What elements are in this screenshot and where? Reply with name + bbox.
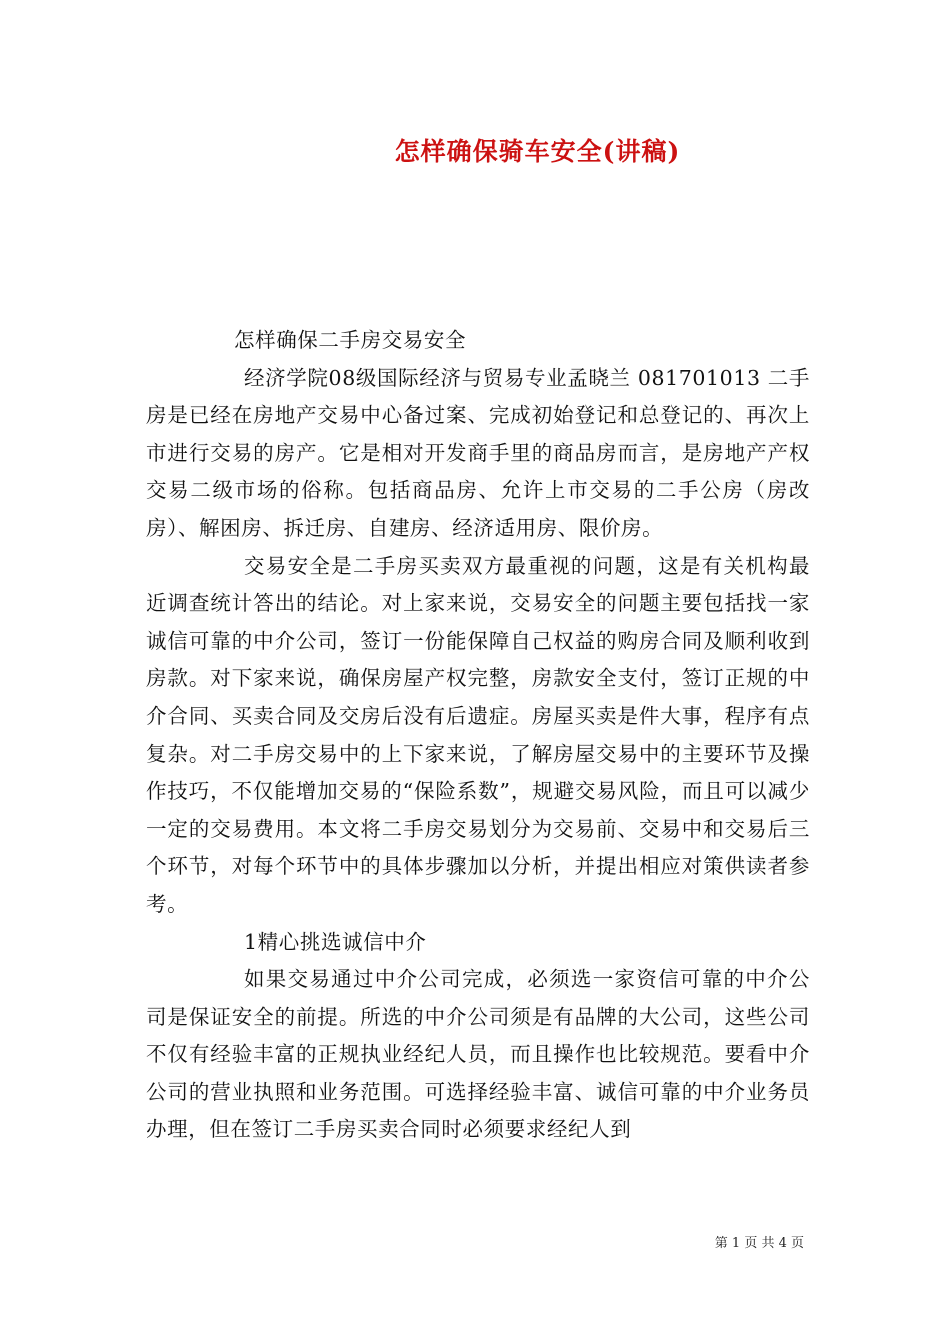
body-paragraph-2: 交易安全是二手房买卖双方最重视的问题，这是有关机构最近调查统计答出的结论。对上家来说，交易安全的问题主要包括找一家诚信可靠的中介公司，签订一份能保障自己权益的购房合同及顺利收到房款。对下家来说，确保房屋产权完整，房款安全支付，签订正规的中介合同、买卖合同及交房后没有后遗症。房屋买卖是件大事，程序有点复杂。对二手房交易中的上下家来说，了解房屋交易中的主要环节及操作技巧，不仅能增加交易的“保险系数”，规避交易风险，而且可以减少一定的交易费用。本文将二手房交易划分为交易前、交易中和交易后三个环节，对每个环节中的具体步骤加以分析，并提出相应对策供读者参考。 [146,553,810,916]
document-title: 怎样确保骑车安全(讲稿) [394,137,681,166]
page-number: 第 1 页 共 4 页 [714,1236,804,1251]
body-paragraph-1: 经济学院08级国际经济与贸易专业孟晓兰 081701013 二手房是已经在房地产交易中心备过案、完成初始登记和总登记的、再次上市进行交易的房产。它是相对开发商手里的商品房而言，是房地产产权交易二级市场的俗称。包括商品房、允许上市交易的二手公房（房改房）、解困房、拆迁房、自建房、经济适用房、限价房。 [146,365,810,540]
document-body [146,322,810,1149]
section-heading: 1精心挑选诚信中介 [244,929,427,954]
document-subtitle: 怎样确保二手房交易安全 [234,328,467,352]
section-paragraph: 如果交易通过中介公司完成，必须选一家资信可靠的中介公司是保证安全的前提。所选的中介公司须是有品牌的大公司，这些公司不仅有经验丰富的正规执业经纪人员，而且操作也比较规范。要看中介公司的营业执照和业务范围。可选择经验丰富、诚信可靠的中介业务员办理，但在签订二手房买卖合同时必须要求经纪人到 [146,967,810,1142]
